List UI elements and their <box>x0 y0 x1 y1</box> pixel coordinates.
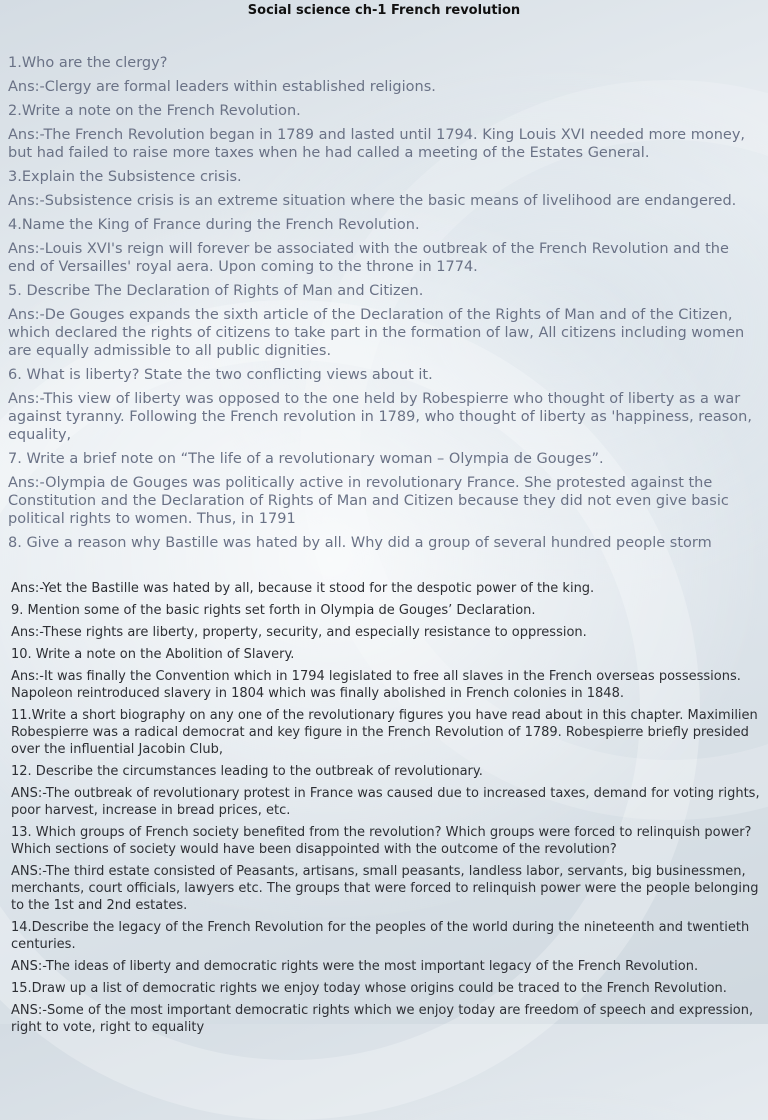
question-text: 14.Describe the legacy of the French Revolution for the peoples of the world during the nineteenth and twentieth centuries. <box>11 920 750 952</box>
question-text: 10. Write a note on the Abolition of Slavery. <box>11 647 295 662</box>
answer-text: Ans:-De Gouges expands the sixth article of the Declaration of the Rights of Man and of the Citizen, which declared the rights of citizens to take part in the formation of law, All citizens including women are equally admissible to all public dignities. <box>8 307 745 359</box>
answer-text: ANS:-The outbreak of revolutionary protest in France was caused due to increased taxes, demand for voting rights, poor harvest, increase in bread prices, etc. <box>11 786 760 818</box>
question-text: 1.Who are the clergy? <box>8 55 168 71</box>
question-text: 6. What is liberty? State the two conflicting views about it. <box>8 367 433 383</box>
answer-text: Ans:-Yet the Bastille was hated by all, because it stood for the despotic power of the king. <box>11 581 595 596</box>
answer-text: Ans:-This view of liberty was opposed to the one held by Robespierre who thought of liberty as a war against tyranny. Following the French revolution in 1789, who thought of liberty as 'happiness, reason, equality, <box>8 391 752 443</box>
answer-text: Ans:-The French Revolution began in 1789 and lasted until 1794. King Louis XVI needed more money, but had failed to raise more taxes when he had called a meeting of the Estates General. <box>8 127 746 161</box>
question-text: 8. Give a reason why Bastille was hated by all. Why did a group of several hundred people storm <box>8 535 712 551</box>
question-text: 12. Describe the circumstances leading to the outbreak of revolutionary. <box>11 764 483 779</box>
question-text: 13. Which groups of French society benefited from the revolution? Which groups were forced to relinquish power? Which sections of society would have been disappointed with the outcome of the revolution? <box>11 825 752 857</box>
question-text: 3.Explain the Subsistence crisis. <box>8 169 242 185</box>
questions-section-upper <box>8 54 760 558</box>
questions-section-lower <box>11 580 761 1041</box>
question-text: 11.Write a short biography on any one of the revolutionary figures you have read about in this chapter. Maximilien Robespierre was a radical democrat and key figure in the French Revolution of 1789. Robespierre briefly presided over the influential Jacobin Club, <box>11 708 758 757</box>
answer-text: Ans:-These rights are liberty, property, security, and especially resistance to oppression. <box>11 625 587 640</box>
answer-text: Ans:-It was finally the Convention which in 1794 legislated to free all slaves in the French overseas possessions. Napoleon reintroduced slavery in 1804 which was finally abolished in French colonies in 1848. <box>11 669 741 701</box>
answer-text: Ans:-Olympia de Gouges was politically active in revolutionary France. She protested against the Constitution and the Declaration of Rights of Man and Citizen because they did not even give basic political rights to women. Thus, in 1791 <box>8 475 729 527</box>
question-text: 5. Describe The Declaration of Rights of Man and Citizen. <box>8 283 424 299</box>
question-text: 9. Mention some of the basic rights set forth in Olympia de Gouges’ Declaration. <box>11 603 536 618</box>
answer-text: Ans:-Clergy are formal leaders within established religions. <box>8 79 436 95</box>
question-text: 7. Write a brief note on “The life of a revolutionary woman – Olympia de Gouges”. <box>8 451 604 467</box>
answer-text: ANS:-The third estate consisted of Peasants, artisans, small peasants, landless labor, servants, big businessmen, merchants, court officials, lawyers etc. The groups that were forced to relinquish power were the people belonging to the 1st and 2nd estates. <box>11 864 759 913</box>
answer-text: Ans:-Louis XVI's reign will forever be associated with the outbreak of the French Revolution and the end of Versailles' royal aera. Upon coming to the throne in 1774. <box>8 241 729 275</box>
question-text: 2.Write a note on the French Revolution. <box>8 103 301 119</box>
answer-text: ANS:-The ideas of liberty and democratic rights were the most important legacy of the French Revolution. <box>11 959 699 974</box>
answer-text: ANS:-Some of the most important democratic rights which we enjoy today are freedom of speech and expression, right to vote, right to equality <box>11 1003 754 1035</box>
page-title: Social science ch-1 French revolution <box>247 3 521 18</box>
question-text: 15.Draw up a list of democratic rights we enjoy today whose origins could be traced to the French Revolution. <box>11 981 727 996</box>
question-text: 4.Name the King of France during the French Revolution. <box>8 217 420 233</box>
answer-text: Ans:-Subsistence crisis is an extreme situation where the basic means of livelihood are endangered. <box>8 193 737 209</box>
